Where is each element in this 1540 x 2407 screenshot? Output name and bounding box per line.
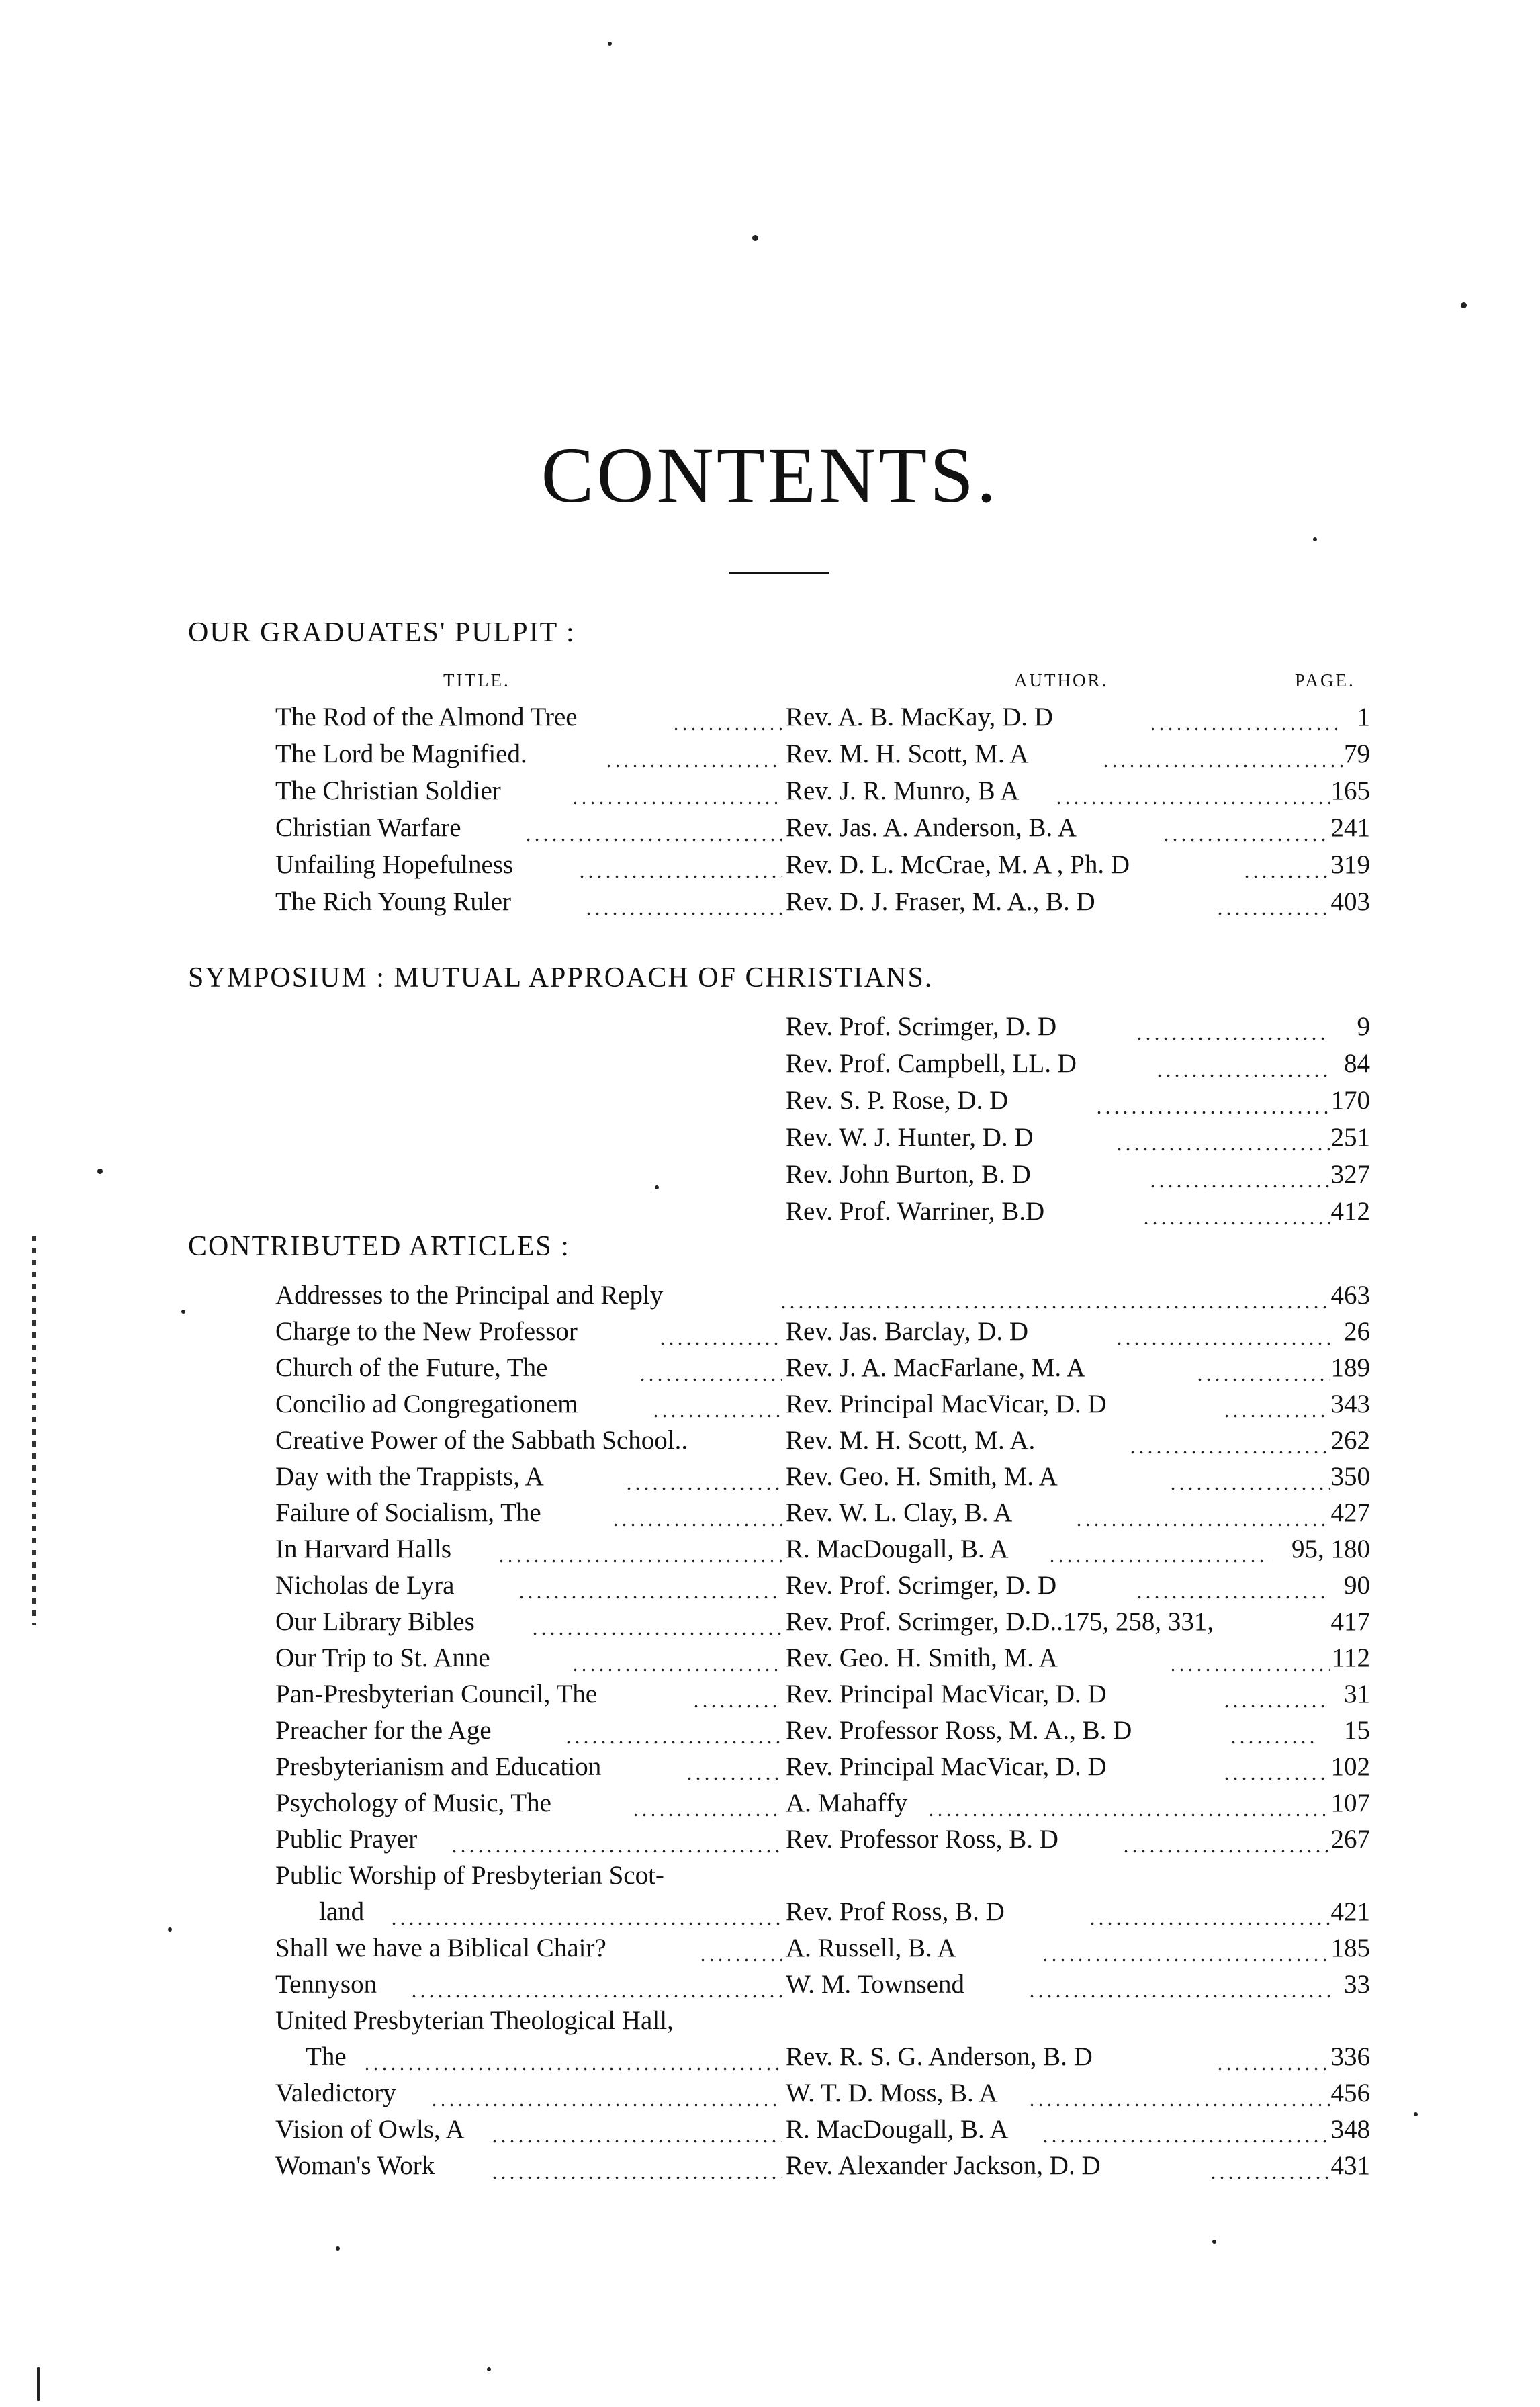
leader-dots (490, 2114, 782, 2146)
entry-page: 319 (1330, 850, 1370, 879)
entry-author: Rev. Prof Ross, B. D (786, 1897, 1005, 1926)
leader-dots (1028, 1969, 1330, 2001)
leader-dots (524, 813, 782, 845)
entry-page: 112 (1331, 1643, 1370, 1672)
leader-dots (1135, 1011, 1330, 1044)
section-heading-symposium: SYMPOSIUM : MUTUAL APPROACH OF CHRISTIANS. (188, 962, 934, 993)
entry-author: Rev. Principal MacVicar, D. D (786, 1390, 1107, 1418)
entry-author: Rev. Alexander Jackson, D. D (786, 2151, 1101, 2180)
title-rule (729, 572, 829, 574)
leader-dots (927, 1788, 1330, 1820)
leader-dots (611, 1498, 782, 1530)
entry-page: 348 (1330, 2115, 1370, 2144)
entry-page: 1 (1357, 702, 1370, 731)
leader-dots (658, 1316, 782, 1349)
entry-author: Rev. Jas. A. Anderson, B. A (786, 813, 1077, 842)
leader-dots (564, 1715, 782, 1747)
toc-entry (275, 1461, 1370, 1499)
entry-title: Our Library Bibles (275, 1607, 475, 1636)
entry-author: R. MacDougall, B. A (786, 2115, 1009, 2144)
leader-dots (363, 2042, 782, 2074)
entry-title: Concilio ad Congregationem (275, 1390, 578, 1418)
entry-page: 327 (1330, 1160, 1370, 1189)
scan-speck (97, 1169, 103, 1174)
entry-page: 336 (1330, 2042, 1370, 2071)
entry-page: 421 (1330, 1897, 1370, 1926)
leader-dots (1054, 776, 1330, 808)
leader-dots (584, 887, 782, 919)
entry-page: 431 (1330, 2151, 1370, 2180)
entry-author: Rev. D. L. McCrae, M. A , Ph. D (786, 850, 1130, 879)
entry-page: 33 (1344, 1970, 1370, 1999)
entry-title: The Christian Soldier (275, 776, 501, 805)
toc-entry (275, 1159, 1370, 1197)
scan-speck (1212, 2240, 1216, 2244)
leader-dots (1135, 1570, 1330, 1602)
leader-dots (1101, 739, 1343, 771)
entry-title: Valedictory (275, 2079, 396, 2107)
leader-dots (1028, 2078, 1330, 2110)
leader-dots (1148, 702, 1343, 734)
entry-author: Rev. Principal MacVicar, D. D (786, 1680, 1107, 1709)
margin-stitch-mark (32, 1236, 36, 1625)
toc-entry-continued (275, 2042, 1370, 2079)
toc-entry (275, 1316, 1370, 1354)
entry-title: Presbyterianism and Education (275, 1752, 602, 1781)
toc-entry (275, 1011, 1370, 1049)
leader-dots (1115, 1316, 1330, 1349)
leader-dots (1222, 1679, 1330, 1711)
entry-title: Day with the Trappists, A (275, 1462, 544, 1491)
leader-dots (625, 1461, 782, 1494)
toc-entry (275, 1824, 1370, 1862)
entry-author: R. MacDougall, B. A (786, 1535, 1009, 1563)
entry-author: Rev. Prof. Scrimger, D. D (786, 1571, 1057, 1600)
toc-entry (275, 1425, 1370, 1463)
leader-dots (1209, 2150, 1330, 2183)
entry-title: Christian Warfare (275, 813, 461, 842)
scan-speck (336, 2246, 340, 2251)
toc-entry (275, 1715, 1370, 1753)
entry-title-continued: land (319, 1897, 365, 1926)
leader-dots (1115, 1122, 1330, 1154)
entry-page: 102 (1330, 1752, 1370, 1781)
toc-entry (275, 1643, 1370, 1680)
toc-entry (275, 1498, 1370, 1535)
leader-dots (1216, 2042, 1330, 2074)
entry-page: 31 (1344, 1680, 1370, 1709)
entry-author: Rev. R. S. G. Anderson, B. D (786, 2042, 1093, 2071)
leader-dots (1095, 1085, 1330, 1118)
entry-title: Public Prayer (275, 1825, 418, 1854)
entry-author: Rev. Jas. Barclay, D. D (786, 1317, 1029, 1346)
entry-title: Charge to the New Professor (275, 1317, 578, 1346)
entry-page: 267 (1330, 1825, 1370, 1854)
entry-page: 403 (1330, 887, 1370, 916)
leader-dots (1216, 887, 1330, 919)
entry-title-continued: The (306, 2042, 347, 2071)
entry-author: Rev. John Burton, B. D (786, 1160, 1031, 1189)
toc-entry (275, 1048, 1370, 1086)
scan-speck (752, 235, 758, 241)
leader-dots (1122, 1824, 1330, 1856)
entry-page: 251 (1330, 1123, 1370, 1152)
scan-speck (1313, 537, 1317, 541)
column-header-title: TITLE. (443, 670, 510, 690)
leader-dots (1075, 1498, 1330, 1530)
entry-author: Rev. Prof. Scrimger, D. D (786, 1012, 1057, 1041)
leader-dots (1222, 1752, 1330, 1784)
entry-author: Rev. W. J. Hunter, D. D (786, 1123, 1034, 1152)
entry-page: 84 (1344, 1049, 1370, 1078)
entry-title: Addresses to the Principal and Reply (275, 1281, 664, 1310)
leader-dots (1041, 1933, 1330, 1965)
leader-dots (430, 2078, 782, 2110)
leader-dots (1195, 1353, 1330, 1385)
leader-dots (692, 1679, 782, 1711)
entry-author: Rev. D. J. Fraser, M. A., B. D (786, 887, 1095, 916)
entry-title: Nicholas de Lyra (275, 1571, 455, 1600)
entry-page: 417 (1330, 1607, 1370, 1636)
leader-dots (1155, 1048, 1330, 1081)
entry-author: W. T. D. Moss, B. A (786, 2079, 998, 2107)
entry-author: Rev. Professor Ross, B. D (786, 1825, 1058, 1854)
scan-speck (37, 2367, 40, 2401)
leader-dots (571, 776, 782, 808)
entry-page: 427 (1330, 1498, 1370, 1527)
leader-dots (604, 739, 782, 771)
leader-dots (631, 1788, 782, 1820)
entry-author: Rev. A. B. MacKay, D. D (786, 702, 1053, 731)
leader-dots (571, 1643, 782, 1675)
leader-dots (1148, 1159, 1330, 1191)
leader-dots (490, 2150, 782, 2183)
entry-page: 90 (1344, 1571, 1370, 1600)
toc-entry (275, 739, 1370, 776)
leader-dots (672, 702, 782, 734)
entry-page: 189 (1330, 1353, 1370, 1382)
toc-entry (275, 2005, 1370, 2043)
toc-entry (275, 1353, 1370, 1390)
entry-page: 241 (1330, 813, 1370, 842)
toc-entry (275, 776, 1370, 813)
entry-title: Creative Power of the Sabbath School.. (275, 1426, 688, 1455)
toc-entry (275, 1570, 1370, 1608)
entry-page: 185 (1330, 1934, 1370, 1962)
entry-author: Rev. Prof. Campbell, LL. D (786, 1049, 1077, 1078)
leader-dots (1162, 813, 1330, 845)
scan-speck (1414, 2112, 1418, 2116)
toc-entry (275, 1389, 1370, 1426)
leader-dots (1088, 1897, 1330, 1929)
column-header-author: AUTHOR. (1014, 670, 1109, 690)
leader-dots (1169, 1643, 1330, 1675)
entry-author: Rev. Prof. Scrimger, D.D..175, 258, 331, (786, 1607, 1214, 1636)
entry-title: Preacher for the Age (275, 1716, 492, 1745)
toc-entry (275, 2114, 1370, 2152)
entry-author: Rev. M. H. Scott, M. A (786, 739, 1029, 768)
entry-title: Vision of Owls, A (275, 2115, 465, 2144)
leader-dots (1242, 850, 1330, 882)
scan-speck (168, 1927, 172, 1932)
toc-entry (275, 1280, 1370, 1318)
entry-title: Failure of Socialism, The (275, 1498, 541, 1527)
scan-speck (1461, 302, 1467, 308)
entry-title: Church of the Future, The (275, 1353, 548, 1382)
leader-dots (497, 1534, 782, 1566)
toc-entry (275, 1679, 1370, 1717)
entry-page: 15 (1344, 1716, 1370, 1745)
entry-page: 79 (1344, 739, 1370, 768)
leader-dots (531, 1606, 782, 1639)
entry-title: Pan-Presbyterian Council, The (275, 1680, 598, 1709)
leader-dots (517, 1570, 782, 1602)
toc-entry (275, 1534, 1370, 1572)
scan-speck (487, 2367, 491, 2371)
entry-author: Rev. Geo. H. Smith, M. A (786, 1462, 1058, 1491)
toc-entry-continued (275, 1897, 1370, 1934)
entry-author: Rev. Prof. Warriner, B.D (786, 1197, 1045, 1226)
entry-author: A. Mahaffy (786, 1788, 908, 1817)
toc-entry (275, 1860, 1370, 1898)
entry-title: The Rich Young Ruler (275, 887, 511, 916)
entry-author: Rev. W. L. Clay, B. A (786, 1498, 1013, 1527)
entry-page: 107 (1330, 1788, 1370, 1817)
entry-author: Rev. Professor Ross, M. A., B. D (786, 1716, 1132, 1745)
leader-dots (698, 1933, 782, 1965)
toc-entry (275, 1969, 1370, 2007)
leader-dots (1041, 2114, 1330, 2146)
entry-title: Public Worship of Presbyterian Scot- (275, 1861, 664, 1890)
leader-dots (685, 1752, 782, 1784)
leader-dots (1169, 1461, 1330, 1494)
toc-entry (275, 702, 1370, 739)
entry-title: The Rod of the Almond Tree (275, 702, 578, 731)
column-header-page: PAGE. (1295, 670, 1355, 690)
toc-entry (275, 1122, 1370, 1160)
entry-page: 412 (1330, 1197, 1370, 1226)
entry-author: A. Russell, B. A (786, 1934, 956, 1962)
toc-entry (275, 850, 1370, 887)
entry-title: Shall we have a Biblical Chair? (275, 1934, 606, 1962)
entry-title: Woman's Work (275, 2151, 435, 2180)
scan-speck (608, 42, 612, 46)
entry-page: 350 (1330, 1462, 1370, 1491)
entry-page: 165 (1330, 776, 1370, 805)
leader-dots (638, 1353, 782, 1385)
toc-entry (275, 887, 1370, 924)
leader-dots (1222, 1389, 1330, 1421)
entry-author: Rev. S. P. Rose, D. D (786, 1086, 1009, 1115)
toc-entry (275, 2150, 1370, 2188)
leader-dots (779, 1280, 1330, 1312)
entry-page: 26 (1344, 1317, 1370, 1346)
entry-page: 463 (1330, 1281, 1370, 1310)
entry-page: 456 (1330, 2079, 1370, 2107)
leader-dots (1142, 1196, 1330, 1228)
entry-title: In Harvard Halls (275, 1535, 452, 1563)
toc-entry (275, 1606, 1370, 1644)
entry-author: Rev. M. H. Scott, M. A. (786, 1426, 1036, 1455)
toc-entry (275, 1196, 1370, 1234)
entry-title: The Lord be Magnified. (275, 739, 527, 768)
entry-title: Unfailing Hopefulness (275, 850, 514, 879)
toc-entry (275, 1788, 1370, 1825)
toc-entry (275, 1752, 1370, 1789)
entry-title: Our Trip to St. Anne (275, 1643, 490, 1672)
entry-title: United Presbyterian Theological Hall, (275, 2006, 674, 2035)
leader-dots (1128, 1425, 1330, 1457)
entry-author: Rev. Geo. H. Smith, M. A (786, 1643, 1058, 1672)
entry-author: W. M. Townsend (786, 1970, 964, 1999)
entry-author: Rev. Principal MacVicar, D. D (786, 1752, 1107, 1781)
scan-speck (655, 1185, 659, 1189)
entry-page: 9 (1357, 1012, 1370, 1041)
leader-dots (450, 1824, 782, 1856)
entry-page: 95, 180 (1292, 1535, 1370, 1563)
entry-author: Rev. J. R. Munro, B A (786, 776, 1020, 805)
toc-entry (275, 1085, 1370, 1123)
entry-author: Rev. J. A. MacFarlane, M. A (786, 1353, 1085, 1382)
scan-speck (181, 1310, 185, 1314)
entry-title: Psychology of Music, The (275, 1788, 551, 1817)
leader-dots (410, 1969, 782, 2001)
toc-entry (275, 1933, 1370, 1970)
entry-page: 262 (1330, 1426, 1370, 1455)
leader-dots (1048, 1534, 1269, 1566)
section-heading-graduates-pulpit: OUR GRADUATES' PULPIT : (188, 617, 576, 648)
section-heading-contributed-articles: CONTRIBUTED ARTICLES : (188, 1231, 570, 1262)
page-title: CONTENTS. (541, 431, 999, 519)
leader-dots (390, 1897, 782, 1929)
entry-page: 170 (1330, 1086, 1370, 1115)
entry-title: Tennyson (275, 1970, 377, 1999)
leader-dots (1229, 1715, 1316, 1747)
toc-entry (275, 813, 1370, 850)
entry-page: 343 (1330, 1390, 1370, 1418)
toc-entry (275, 2078, 1370, 2116)
leader-dots (578, 850, 782, 882)
leader-dots (651, 1389, 782, 1421)
